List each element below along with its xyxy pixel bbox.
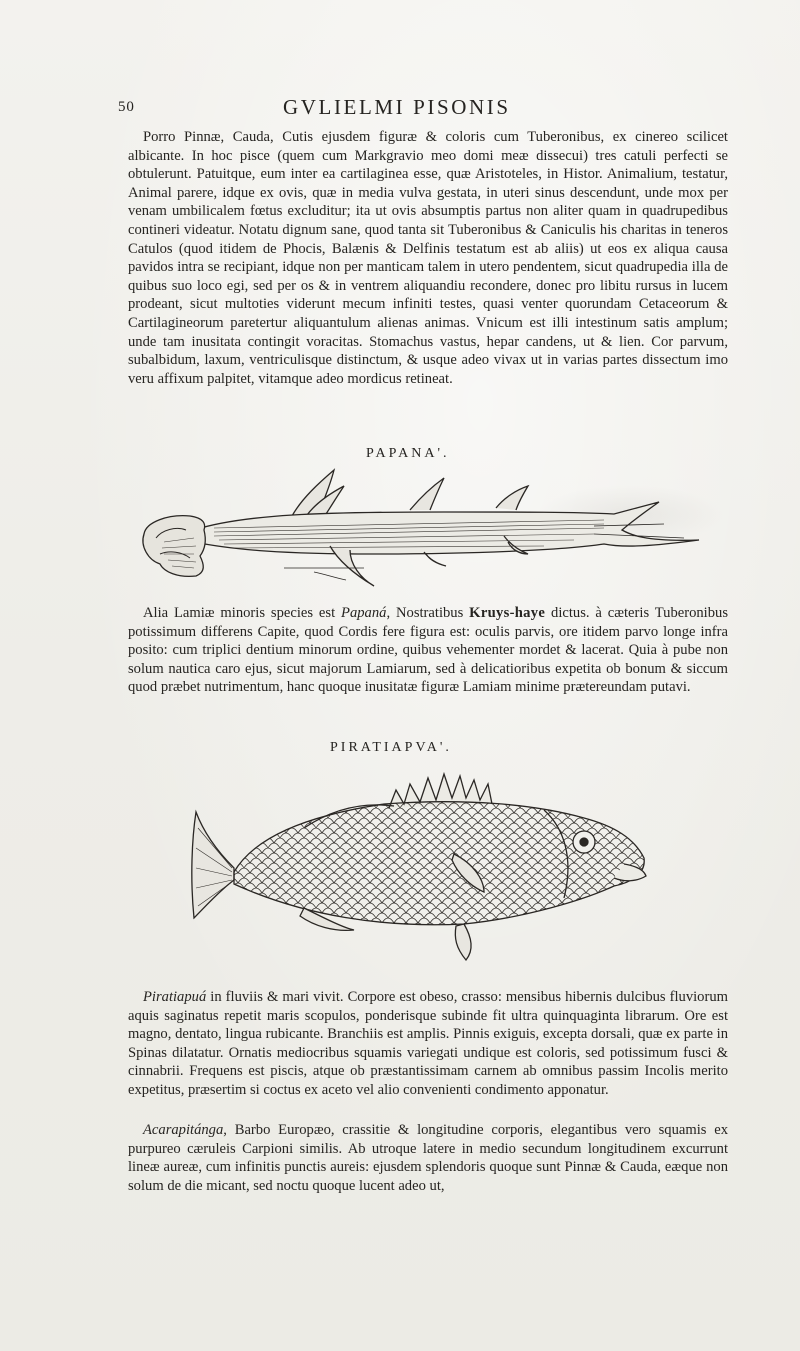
text-run: , Nostratibus: [386, 605, 470, 621]
species-name: Papaná: [341, 605, 387, 621]
species-name: Piratiapuá: [143, 989, 207, 1005]
paragraph-text: [128, 604, 728, 697]
paragraph-text: Porro Pinnæ, Cauda, Cutis ejusdem figuræ & coloris cum Tuberonibus, ex cinereo scilicet albicante. In hoc pisce (quem cum Markgravio meo domi meæ dissecui) tres catuli perfecti se obtulerunt. Patuitque, eum inter ea cartilaginea esse, quæ Aristoteles, in Histor. Animalium, testatur, Animal parere, idque ex ovis, quæ in media vulva gestata, in uteri sinus descendunt, unde mox per venam umbilicalem fœtus excluditur; ita ut ovis absumptis partus non aliter quam in quadrupedibus contineri videatur. Notatu dignum sane, quod tanta sit Tuberonibus & Caniculis his charitas in teneros Catulos (quod itidem de Phocis, Balænis & Delfinis testatum est ab aliis) ut eos ex aliqua causa pavidos intra se recipiant, idque non per manticam talem in utero pendentem, sicut quadrupedia illa de quibus suo loco egi, sed per os & in ventrem aliquandiu recondere, donec pro libitu rursus in lucem prodeant, sicut multoties viderunt mecum infiniti testes, quasi venter quorundam Cetaceorum & Cartilagineorum paretertur aliquantulum alienas animas. Vnicum est illi intestinum satis amplum; unde tam inusitata contingit voracitas. Stomachus vastus, hepar candens, ut & lien. Cor parvum, subalbidum, laxum, ventriculisque distinctum, & usque adeo vivax ut in varias partes dissectum imo veru affixum palpitet, vitamque adeo mordicus retineat.: [128, 129, 728, 387]
text-run: in fluviis & mari vivit. Corpore est obeso, crasso: mensibus hibernis dulcibus fluviorum aquis saginatus repetit maris scopulos, ponderisque subinde fit ultra quinquaginta librarum. Ore est magno, dentato, lingua rubicante. Branchiis est amplis. Pinnis exiguis, excepta dorsali, quæ ex parte in Spinas dilatatur. Ornatis mediocribus squamis variegati undique est coloris, sed potissimum fusci & cinnabrii. Frequens est piscis, atque ob præstantissimam carnem ab omnibus passim Incolis merito expetitus, præsertim si coctus ex aceto vel alio convenienti condimento apponatur.: [128, 989, 728, 1098]
text-run: Alia Lamiæ minoris species est: [143, 605, 342, 621]
page-header: [118, 95, 588, 121]
running-title: GVLIELMI PISONIS: [283, 95, 511, 119]
paragraph-acarapitanga: [128, 1121, 728, 1195]
page-number: 50: [118, 99, 135, 115]
caption-papana: PAPANA'.: [366, 446, 450, 461]
hammerhead-shark-illustration: [124, 468, 704, 596]
vernacular-name: Kruys-haye: [469, 605, 546, 621]
text-run: dictus. à cæteris Tuberonibus potissimum differens Capite, quod Cordis fere figura est: oculis parvis, ore itidem parvo longe infra posito: cum triplici dentium minorum ordine, quibus vehementer mordet & lacerat. Quia à pube non solum nautica caro ejus, sicut majorum Lamiarum, sed à delicatioribus expetita ob bonum & siccum quod præbet nutrimentum, hanc quoque inusitatæ figuræ Lamiam minime prætereundam putavi.: [128, 605, 728, 696]
paragraph-shark-anatomy: [128, 128, 728, 388]
paragraph-text: [128, 988, 728, 1100]
paragraph-text: [128, 1121, 728, 1195]
paragraph-papana: [128, 604, 728, 697]
grouper-fish-illustration: [184, 768, 654, 968]
paragraph-piratiapua: [128, 988, 728, 1100]
caption-piratiapua: PIRATIAPVA'.: [330, 740, 452, 755]
species-name: Acarapitánga: [143, 1122, 224, 1138]
text-run: , Barbo Europæo, crassitie & longitudine corporis, elegantibus vero squamis ex purpureo cæruleis Carpioni similis. Ab utroque latere in medio secundum longitudinem excurrunt lineæ aureæ, cum infinitis punctis aureis: ejusdem splendoris quoque sunt Pinnæ & Cauda, eæque non solum de die micant, sed noctu quoque lucent adeo ut,: [128, 1122, 728, 1194]
